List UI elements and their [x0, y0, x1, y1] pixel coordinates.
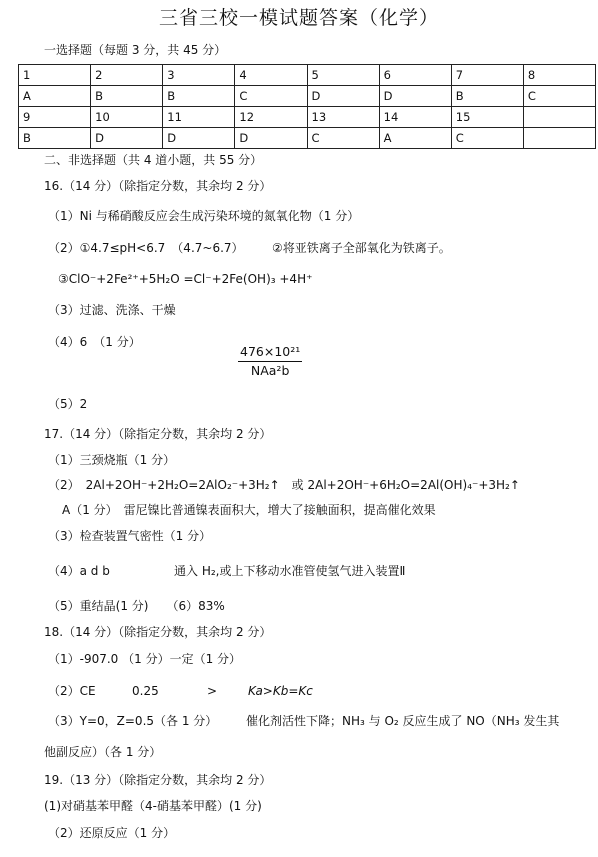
q16-answer-2-equation: ③ClO⁻+2Fe²⁺+5H₂O =Cl⁻+2Fe(OH)₃ +4H⁺	[58, 272, 313, 286]
q17-answer-4a: （4）a d b	[48, 564, 110, 578]
table-cell: 12	[235, 107, 307, 128]
answer-table-body	[19, 65, 596, 149]
q19-header: 19.（13 分）（除指定分数，其余均 2 分）	[44, 773, 272, 787]
table-cell	[523, 128, 595, 149]
q16-header: 16.（14 分）（除指定分数，其余均 2 分）	[44, 179, 272, 193]
table-cell: 1	[19, 65, 91, 86]
q18-answer-2a: （2）CE	[48, 684, 96, 698]
table-cell: 7	[451, 65, 523, 86]
table-cell: C	[523, 86, 595, 107]
table-cell: A	[19, 86, 91, 107]
q17-answer-2-explanation: A（1 分） 雷尼镍比普通镍表面积大，增大了接触面积，提高催化效果	[62, 503, 436, 517]
q16-answer-4: （4）6 （1 分）	[48, 335, 141, 349]
q17-answer-3: （3）检查装置气密性（1 分）	[48, 529, 212, 543]
fraction-numerator: 476×10²¹	[238, 344, 302, 362]
table-cell	[523, 107, 595, 128]
q18-answer-3b: 催化剂活性下降；NH₃ 与 O₂ 反应生成了 NO（NH₃ 发生其	[246, 714, 560, 728]
table-cell: C	[307, 128, 379, 149]
q18-answer-2c: >	[207, 684, 218, 698]
table-row	[19, 128, 596, 149]
q16-answer-3: （3）过滤、洗涤、干燥	[48, 303, 176, 317]
q19-answer-2: （2）还原反应（1 分）	[48, 826, 176, 840]
table-cell: B	[451, 86, 523, 107]
q17-header: 17.（14 分）（除指定分数，其余均 2 分）	[44, 427, 272, 441]
table-cell: 8	[523, 65, 595, 86]
table-cell: C	[235, 86, 307, 107]
answer-table	[18, 64, 596, 149]
page-title: 三省三校一模试题答案（化学）	[158, 7, 439, 29]
table-cell: B	[91, 86, 163, 107]
table-cell: 5	[307, 65, 379, 86]
q18-answer-1: （1）-907.0 （1 分）一定（1 分）	[48, 652, 242, 666]
q16-fraction	[238, 344, 302, 380]
table-cell: 10	[91, 107, 163, 128]
table-cell: B	[163, 86, 235, 107]
table-cell: 3	[163, 65, 235, 86]
fraction-denominator: NAa²b	[250, 363, 290, 378]
q16-answer-5: （5）2	[48, 397, 88, 411]
table-cell: B	[19, 128, 91, 149]
q18-answer-3a: （3）Y=0，Z=0.5（各 1 分）	[48, 714, 218, 728]
table-cell: 14	[379, 107, 451, 128]
q18-answer-2b: 0.25	[132, 684, 159, 698]
q18-answer-3c: 他副反应）（各 1 分）	[44, 745, 162, 759]
q18-answer-2d: Ka>Kb=Kc	[248, 684, 313, 698]
table-row	[19, 86, 596, 107]
q17-answer-4b: 通入 H₂,或上下移动水准管使氢气进入装置Ⅱ	[174, 564, 406, 578]
table-cell: D	[235, 128, 307, 149]
q19-answer-1: (1)对硝基苯甲醛（4-硝基苯甲醛）(1 分)	[44, 799, 262, 813]
table-cell: C	[451, 128, 523, 149]
table-cell: D	[307, 86, 379, 107]
table-cell: 11	[163, 107, 235, 128]
table-cell: 15	[451, 107, 523, 128]
q16-answer-2a: （2）①4.7≤pH<6.7 （4.7~6.7）	[48, 241, 244, 255]
q16-answer-1: （1）Ni 与稀硝酸反应会生成污染环境的氮氧化物（1 分）	[48, 209, 360, 223]
q17-answer-5-6: （5）重结晶(1 分) （6）83%	[48, 599, 225, 613]
section-heading-multiple-choice: 一选择题（每题 3 分，共 45 分）	[44, 43, 227, 57]
table-cell: 13	[307, 107, 379, 128]
table-cell: D	[91, 128, 163, 149]
table-cell: 2	[91, 65, 163, 86]
table-cell: D	[379, 86, 451, 107]
table-cell: 9	[19, 107, 91, 128]
q17-answer-2-equation: （2） 2Al+2OH⁻+2H₂O=2AlO₂⁻+3H₂↑ 或 2Al+2OH⁻+6H₂O=2Al(OH)₄⁻+3H₂↑	[48, 478, 520, 492]
table-cell: A	[379, 128, 451, 149]
table-cell: D	[163, 128, 235, 149]
table-cell: 6	[379, 65, 451, 86]
q17-answer-1: （1）三颈烧瓶（1 分）	[48, 453, 176, 467]
table-row	[19, 107, 596, 128]
section-heading-free-response: 二、非选择题（共 4 道小题，共 55 分）	[44, 153, 263, 167]
q16-answer-2b: ②将亚铁离子全部氧化为铁离子。	[272, 241, 451, 255]
table-cell: 4	[235, 65, 307, 86]
table-row	[19, 65, 596, 86]
q18-header: 18.（14 分）（除指定分数，其余均 2 分）	[44, 625, 272, 639]
